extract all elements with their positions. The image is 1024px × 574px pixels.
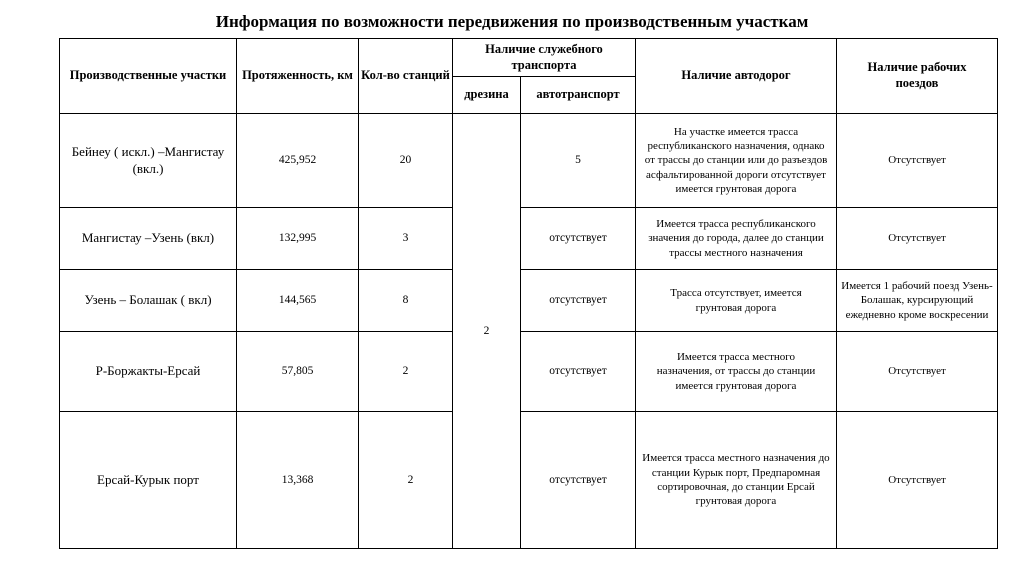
row-3-trains: Имеется 1 рабочий поезд Узень-Болашак, курсирующий ежедневно кроме воскресении <box>841 280 993 321</box>
row-1-length: 425,952 <box>278 154 317 167</box>
page-title: Информация по возможности передвижения по производственным участкам <box>215 12 809 31</box>
row-3-roads: Трасса отсутствует, имеется грунтовая дорога <box>670 287 802 314</box>
row-3-section: Узень – Болашак ( вкл) <box>84 292 212 308</box>
row-1-auto: 5 <box>575 154 581 167</box>
row-3-length: 144,565 <box>278 294 317 307</box>
header-sections: Производственные участки <box>69 68 227 83</box>
row-5-length: 13,368 <box>281 473 314 486</box>
row-5-stations: 2 <box>407 473 414 486</box>
header-service-transport: Наличие служебного транспорта <box>485 41 603 72</box>
row-2-roads: Имеется трасса республиканского значения до города, далее до станции трассы местного назначения <box>648 218 824 259</box>
header-trains: Наличие рабочих поездов <box>867 60 967 90</box>
row-3-stations: 8 <box>402 294 409 307</box>
row-2-section: Мангистау –Узень (вкл) <box>81 230 215 246</box>
row-5-roads: Имеется трасса местного назначения до станции Курык порт, Предпаромная сортировочная, до станции Ерсай грунтовая дорога <box>642 452 830 508</box>
row-4-auto: отсутствует <box>549 365 607 378</box>
row-2-length: 132,995 <box>278 232 317 245</box>
row-4-roads: Имеется трасса местного назначения, от трассы до станции имеется грунтовая дорога <box>656 351 816 392</box>
header-draisine: дрезина <box>464 87 509 102</box>
header-stations: Кол-во станций <box>361 68 450 83</box>
row-4-length: 57,805 <box>281 365 314 378</box>
row-1-roads: На участке имеется трасса республиканского назначения, однако от трассы до станции или до разъездов асфальтированной дороги отсутствует имеется грунтовая дорога <box>644 125 828 195</box>
header-autotransport: автотранспорт <box>536 87 620 102</box>
row-4-section: Р-Боржакты-Ерсай <box>95 363 201 379</box>
row-4-stations: 2 <box>402 365 409 378</box>
row-5-auto: отсутствует <box>549 473 607 486</box>
row-1-section: Бейнеу ( искл.) –Мангистау (вкл.) <box>71 144 225 176</box>
header-roads: Наличие автодорог <box>681 68 791 83</box>
row-5-section: Ерсай-Курык порт <box>97 471 199 487</box>
row-2-trains: Отсутствует <box>888 232 946 245</box>
row-1-trains: Отсутствует <box>888 154 946 167</box>
row-2-auto: отсутствует <box>549 232 607 245</box>
row-1-stations: 20 <box>399 154 412 167</box>
row-4-trains: Отсутствует <box>888 365 946 378</box>
row-2-stations: 3 <box>402 232 409 245</box>
row-5-trains: Отсутствует <box>888 473 946 486</box>
row-3-auto: отсутствует <box>549 294 607 307</box>
header-length: Протяженность, км <box>242 68 353 83</box>
draisine-total: 2 <box>483 324 490 337</box>
